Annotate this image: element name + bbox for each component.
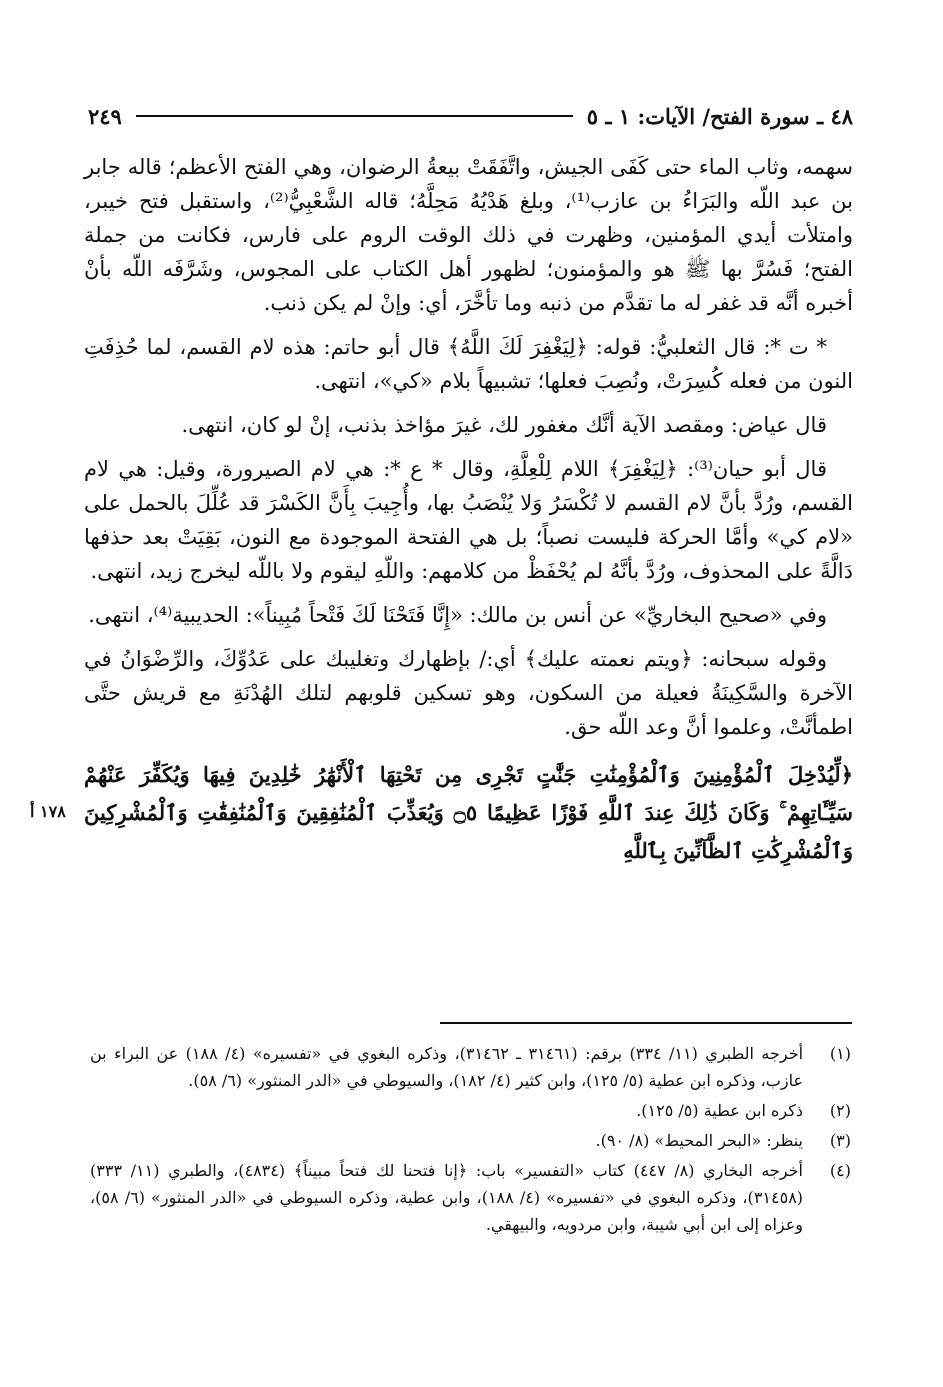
paragraph-4: قال أبو حيان⁽³⁾: ﴿لِيَغْفِرَ﴾ اللام لِلْعِلَّةِ، وقال * ع *: هي لام الصيرورة، وقيل: هي لام القسم، ورُدَّ بأنَّ لام القسم لا تُكْسَرُ وَلا يُنْصَبُ بها، وأُجِيبَ بِأَنَّ الكَسْرَ قد عُلِّلَ بالحمل على «لام كي» وأمَّا الحركة فليست نصباً؛ بل هي الفتحة الموجودة مع النون، بَقِيَتْ بعد حذفها دَالَّةً على المحذوف، ورُدَّ بأنَّهُ لم يُحْفَظْ من كلامهم: واللّهِ ليقوم ولا باللّه ليخرج زيد، انتهى. [84,457,853,583]
running-header [88,98,853,134]
quran-verse: ﴿لِّيُدْخِلَ ٱلْمُؤْمِنِينَ وَٱلْمُؤْمِنَٰتِ جَنَّٰتٍ تَجْرِى مِن تَحْتِهَا ٱلْأَنْهَٰرُ خَٰلِدِينَ فِيهَا وَيُكَفِّرَ عَنْهُمْ سَيِّـَٔاتِهِمْ ۚ وَكَانَ ذَٰلِكَ عِندَ ٱللَّهِ فَوْزًا عَظِيمًا ۝٥ وَيُعَذِّبَ ٱلْمُنَٰفِقِينَ وَٱلْمُنَٰفِقَٰتِ وَٱلْمُشْرِكِينَ وَٱلْمُشْرِكَٰتِ ٱلظَّآنِّينَ بِٱللَّهِ [84,762,853,863]
main-text [84,150,853,870]
footnote-3 [90,1127,851,1154]
footnote-text: ذكره ابن عطية (٥/ ١٢٥). [636,1101,803,1120]
paragraph-1: سهمه، وثاب الماء حتى كَفَى الجيش، واتَّفَقَتْ بيعةُ الرضوان، وهي الفتح الأعظم؛ قاله جابر بن عبد اللّه والبَرَاءُ بن عازب⁽¹⁾، وبلغ هَدْيُهُ مَحِلَّهُ؛ قاله الشَّعْبِيُّ⁽²⁾، واستقبل فتح خيبر، وامتلأت أيدي المؤمنين، وظهرت في ذلك الوقت الروم على فارس، فكانت من جملة الفتح؛ فَسُرَّ بها ﷺ هو والمؤمنون؛ لظهور أهل الكتاب على المجوس، وشَرَّفَه اللّه بأنْ أخبره أنَّه قد غفر له ما تقدَّم من ذنبه وما تأخَّرَ، أي: وإنْ لم يكن ذنب. [84,155,853,315]
paragraph-3: قال عياض: ومقصد الآية أنَّك مغفور لك، غيرَ مؤاخذ بذنب، إنْ لو كان، انتهى. [181,413,827,437]
header-rule [136,115,573,117]
footnote-number: (٣) [829,1131,851,1150]
footnote-text: أخرجه الطبري (١١/ ٣٣٤) برقم: (٣١٤٦١ ـ ٣١٤٦٢)، وذكره البغوي في «تفسيره» (٤/ ١٨٨) عن البراء بن عازب، وذكره ابن عطية (٥/ ١٢٥)، وابن كثير (٤/ ١٨٢)، والسيوطي في «الدر المنثور» (٦/ ٥٨). [90,1044,804,1090]
footnote-separator [440,1022,852,1024]
paragraph-2: * ت *: قال الثعلبيُّ: قوله: ﴿لِيَغْفِرَ لَكَ اللَّهُ﴾ قال أبو حاتم: هذه لام القسم، لما حُذِفَتِ النون من فعله كُسِرَتْ، ونُصِبَ فعلها؛ تشبيهاً بلام «كي»، انتهى. [84,335,853,393]
page-number: ٢٤٩ [88,103,122,129]
footnote-text: ينظر: «البحر المحيط» (٨/ ٩٠). [595,1131,803,1150]
manuscript-folio-marker: ١٧٨ أ [30,802,66,821]
footnote-number: (٤) [829,1161,851,1180]
paragraph-5: وفي «صحيح البخاريِّ» عن أنس بن مالك: «إِنَّا فَتَحْنَا لَكَ فَتْحاً مُبِيناً»: الحديبية⁽⁴⁾، انتهى. [88,603,827,627]
footnote-text: أخرجه البخاري (٨/ ٤٤٧) كتاب «التفسير» باب: ﴿إنا فتحنا لك فتحاً مبيناً﴾ (٤٨٣٤)، والطبري (١١/ ٣٣٣) (٣١٤٥٨)، وذكره البغوي في «تفسيره» (٤/ ١٨٨)، وابن عطية، وذكره السيوطي في «الدر المنثور» (٦/ ٥٨)، وعزاه إلى ابن أبي شيبة، وابن مردويه، والبيهقي. [90,1161,804,1234]
footnote-number: (١) [829,1044,851,1063]
footnotes [90,1040,851,1241]
footnote-number: (٢) [829,1101,851,1120]
header-title: ٤٨ ـ سورة الفتح/ الآيات: ١ ـ ٥ [586,103,853,129]
footnote-4 [90,1157,851,1238]
footnote-2 [90,1097,851,1124]
footnote-1 [90,1040,851,1094]
paragraph-6: وقوله سبحانه: ﴿ويتم نعمته عليك﴾ أي:/ بإظهارك وتغليبك على عَدُوِّكَ، والرِّضْوَانُ في الآخرة والسَّكِينَةُ فعيلة من السكون، وهو تسكين قلوبهم لتلك الهُدْنَةِ مع قريش حتَّى اطمأنَّتْ، وعلموا أنَّ وعد اللّه حق. [84,647,853,739]
